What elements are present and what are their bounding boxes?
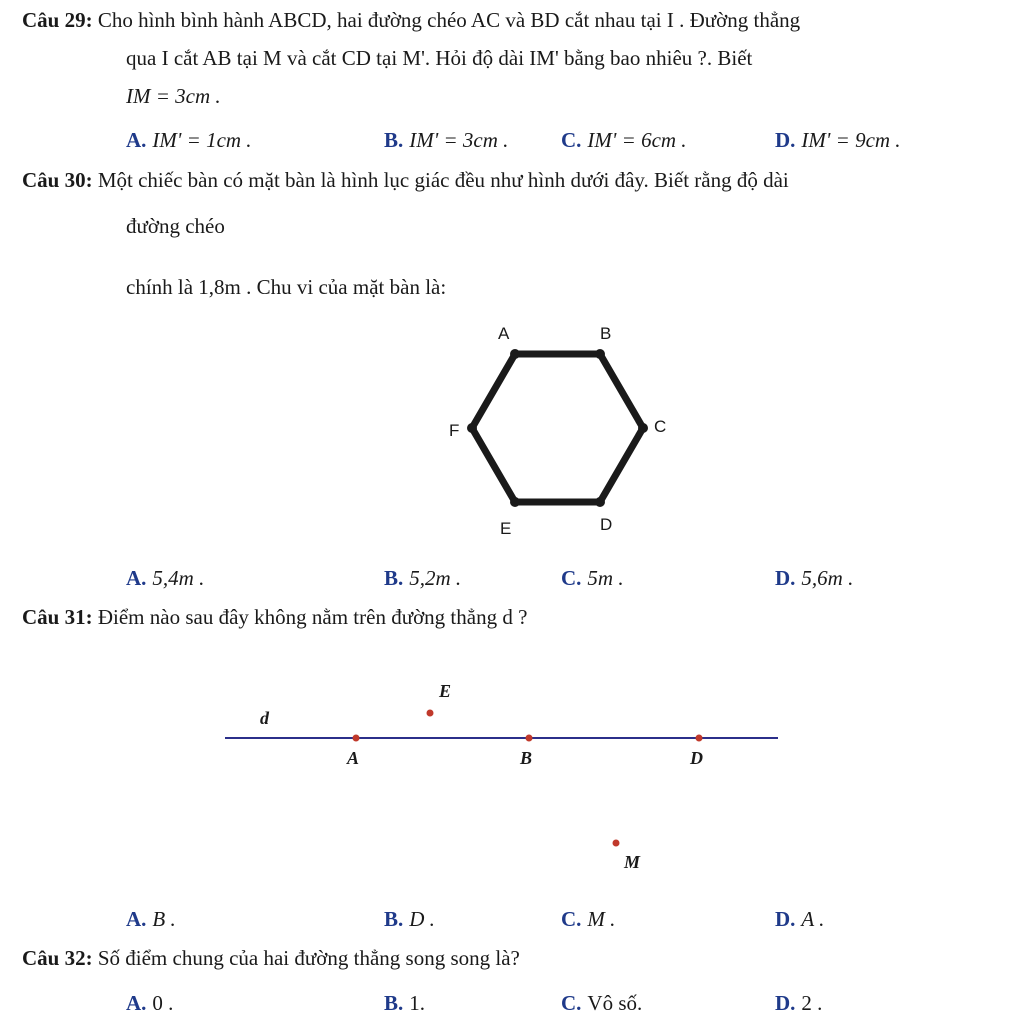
q30-option-c[interactable]: C. 5m .	[561, 566, 624, 590]
point-m	[613, 840, 620, 847]
q32-line1	[22, 946, 520, 971]
q32-text-1: Số điểm chung của hai đường thẳng song song là?	[97, 946, 520, 970]
hex-label-f: F	[449, 421, 460, 440]
hex-label-a: A	[498, 324, 510, 343]
q32-label: Câu 32:	[22, 946, 93, 970]
q30-line2: đường chéo	[126, 214, 225, 238]
q30-line3: chính là 1,8m . Chu vi của mặt bàn là:	[126, 275, 447, 299]
point-a-label: A	[347, 748, 360, 768]
hex-label-c: C	[654, 417, 667, 436]
hex-vertex-f	[467, 423, 477, 433]
q31-line1	[22, 605, 527, 630]
q31-option-c[interactable]: C. M .	[561, 907, 616, 931]
q32-option-d[interactable]: D. 2 .	[775, 991, 823, 1015]
line-d-label: d	[260, 708, 269, 728]
hex-label-e: E	[500, 519, 512, 538]
q31-option-b[interactable]: B. D .	[384, 907, 435, 931]
q30-option-d[interactable]: D. 5,6m .	[775, 566, 854, 590]
hex-vertex-d	[595, 497, 605, 507]
point-d	[696, 735, 703, 742]
q30-line1	[22, 168, 789, 193]
point-d-label: D	[690, 748, 703, 768]
hex-vertex-e	[510, 497, 520, 507]
point-m-label: M	[624, 852, 641, 872]
q29-line2: qua I cắt AB tại M và cắt CD tại M'. Hỏi độ dài IM' bằng bao nhiêu ?. Biết	[126, 46, 753, 70]
point-e	[427, 710, 434, 717]
q31-option-d[interactable]: D. A .	[775, 907, 825, 931]
q29-option-b[interactable]: B. IM' = 3cm .	[384, 128, 509, 152]
hex-vertex-b	[595, 349, 605, 359]
q30-option-b[interactable]: B. 5,2m .	[384, 566, 462, 590]
q31-text-1: Điểm nào sau đây không nằm trên đường thẳng d ?	[97, 605, 528, 629]
point-e-label: E	[439, 681, 452, 701]
q30-label: Câu 30:	[22, 168, 93, 192]
q31-label: Câu 31:	[22, 605, 93, 629]
point-b	[526, 735, 533, 742]
point-a	[353, 735, 360, 742]
q29-line1	[22, 8, 800, 33]
q29-label: Câu 29:	[22, 8, 93, 32]
point-b-label: B	[520, 748, 533, 768]
hex-label-d: D	[600, 515, 613, 534]
q30-option-a[interactable]: A. 5,4m .	[126, 566, 205, 590]
hexagon-shape	[472, 354, 643, 502]
q29-text-1: Cho hình bình hành ABCD, hai đường chéo AC và BD cắt nhau tại I . Đường thẳng	[97, 8, 801, 32]
q29-option-a[interactable]: A. IM' = 1cm .	[126, 128, 252, 152]
hex-vertex-a	[510, 349, 520, 359]
q29-option-d[interactable]: D. IM' = 9cm .	[775, 128, 901, 152]
q32-option-a[interactable]: A. 0 .	[126, 991, 174, 1015]
q30-text-1: Một chiếc bàn có mặt bàn là hình lục giác đều như hình dưới đây. Biết rằng độ dài	[97, 168, 789, 192]
q32-option-b[interactable]: B. 1.	[384, 991, 426, 1015]
hex-vertex-c	[638, 423, 648, 433]
q29-option-c[interactable]: C. IM' = 6cm .	[561, 128, 687, 152]
q32-option-c[interactable]: C. Vô số.	[561, 991, 643, 1015]
hex-label-b: B	[600, 324, 612, 343]
q29-line3: IM = 3cm .	[126, 84, 221, 108]
q31-option-a[interactable]: A. B .	[126, 907, 176, 931]
